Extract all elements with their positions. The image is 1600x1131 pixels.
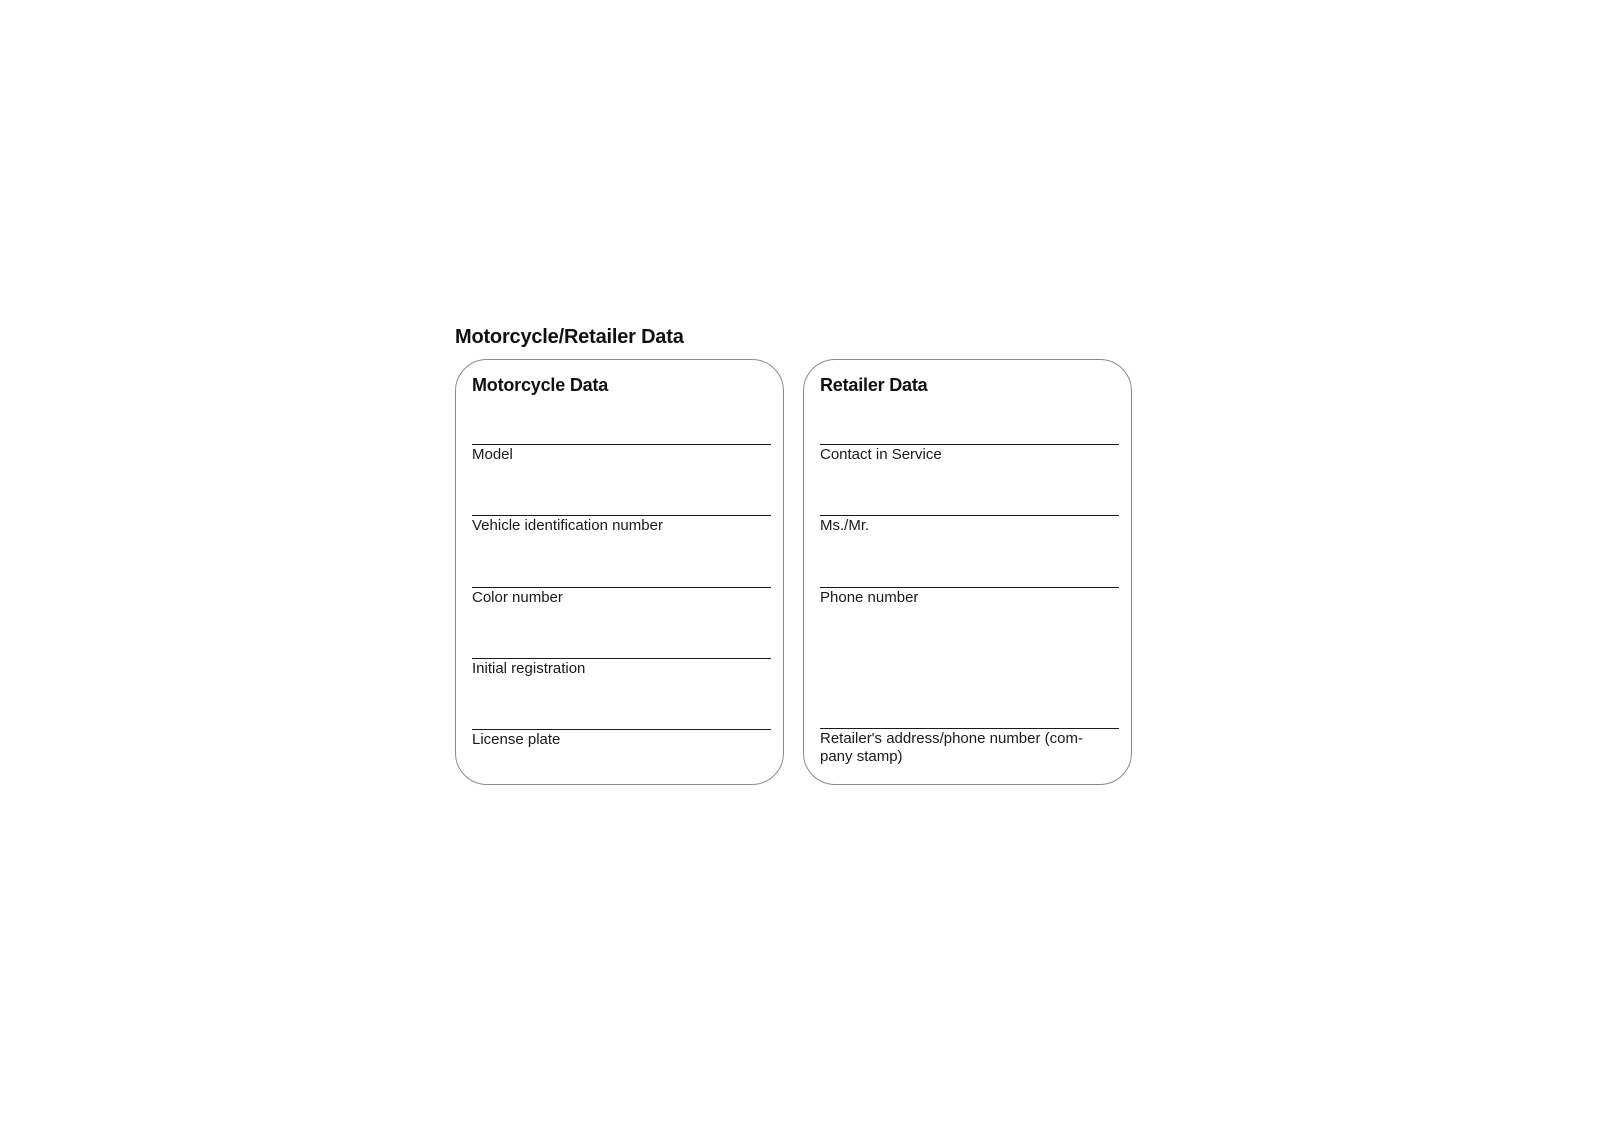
phone-number-label: Phone number <box>820 589 919 606</box>
color-number-line[interactable] <box>472 587 771 588</box>
contact-in-service-line[interactable] <box>820 444 1119 445</box>
ms-mr-line[interactable] <box>820 515 1119 516</box>
contact-in-service-field[interactable] <box>820 444 1119 464</box>
motorcycle-data-title: Motorcycle Data <box>472 375 609 395</box>
license-plate-line[interactable] <box>472 729 771 730</box>
color-number-label: Color number <box>472 589 563 606</box>
initial-registration-label: Initial registration <box>472 660 586 677</box>
model-line[interactable] <box>472 444 771 445</box>
ms-mr-label: Ms./Mr. <box>820 517 870 534</box>
phone-number-field[interactable] <box>820 587 1119 607</box>
motorcycle-data-card <box>455 359 784 785</box>
model-label: Model <box>472 446 513 463</box>
initial-registration-field[interactable] <box>472 658 771 678</box>
model-field[interactable] <box>472 444 771 464</box>
retailer-address-label: Retailer's address/phone number (com- pany stamp) <box>820 730 1083 765</box>
retailer-data-card <box>803 359 1132 785</box>
color-number-field[interactable] <box>472 587 771 607</box>
phone-number-line[interactable] <box>820 587 1119 588</box>
vin-field[interactable] <box>472 515 771 535</box>
retailer-address-line[interactable] <box>820 728 1119 729</box>
license-plate-field[interactable] <box>472 729 771 749</box>
retailer-data-title: Retailer Data <box>820 375 928 395</box>
retailer-address-field[interactable] <box>820 728 1090 766</box>
license-plate-label: License plate <box>472 731 561 748</box>
vin-label: Vehicle identification number <box>472 517 663 534</box>
page-title: Motorcycle/Retailer Data <box>455 326 684 348</box>
vin-line[interactable] <box>472 515 771 516</box>
ms-mr-field[interactable] <box>820 515 1119 535</box>
contact-in-service-label: Contact in Service <box>820 446 942 463</box>
initial-registration-line[interactable] <box>472 658 771 659</box>
